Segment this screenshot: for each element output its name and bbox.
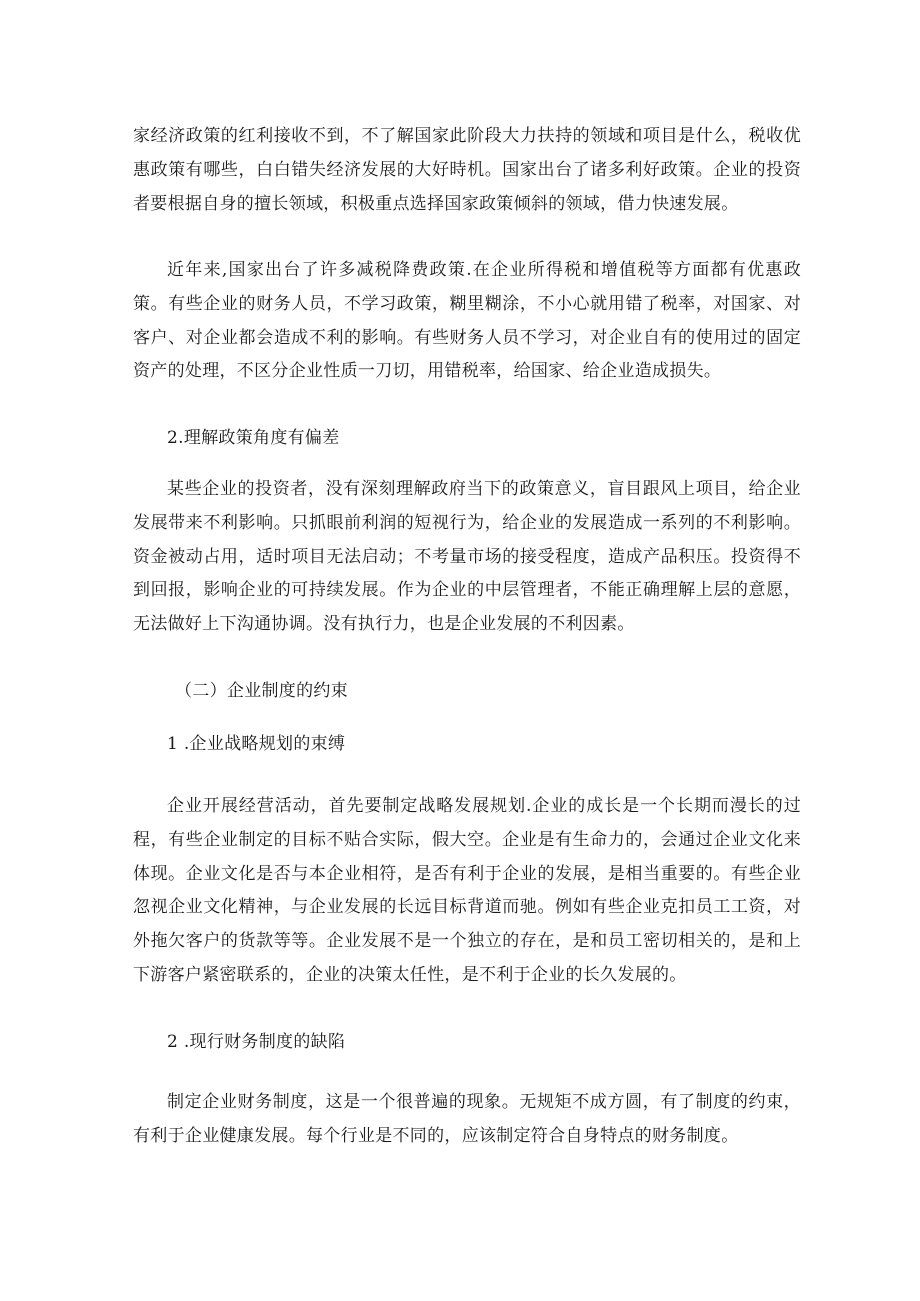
paragraph-policy-benefits: 家经济政策的红利接收不到，不了解国家此阶段大力扶持的领域和项目是什么，税收优惠政策有哪些，白白错失经济发展的大好時机。国家出台了诸多利好政策。企业的投资者要根据自身的擅长领域，积极重点选择国家政策倾斜的领域，借力快速发展。: [133, 126, 801, 214]
heading-strategic-planning: 1 .企业战略规划的束缚: [167, 734, 346, 754]
paragraph-investor-misunderstanding: 某些企业的投资者，没有深刻理解政府当下的政策意义，盲目跟风上项目，给企业发展带来不利影响。只抓眼前利润的短视行为，给企业的发展造成一系列的不利影响。资金被动占用，适时项目无法启动；不考量市场的接受程度，造成产品积压。投资得不到回报，影响企业的可持续发展。作为企业的中层管理者，不能正确理解上层的意愿，无法做好上下沟通协调。没有执行力，也是企业发展的不利因素。: [133, 479, 801, 635]
heading-financial-system-defects: 2 .现行财务制度的缺陷: [167, 1032, 346, 1052]
heading-policy-understanding: 2.理解政策角度有偏差: [167, 428, 340, 448]
paragraph-financial-system: 制定企业财务制度，这是一个很普遍的现象。无规矩不成方圆，有了制度的约束，有利于企业健康发展。每个行业是不同的，应该制定符合自身特点的财务制度。: [133, 1092, 801, 1146]
paragraph-tax-reduction: 近年来,国家出台了许多减税降费政策.在企业所得税和增值税等方面都有优惠政策。有些企业的财务人员，不学习政策，糊里糊涂，不小心就用错了税率，对国家、对客户、对企业都会造成不利的影响。有些财务人员不学习，对企业自有的使用过的固定资产的处理，不区分企业性质一刀切，用错税率，给国家、给企业造成损失。: [133, 260, 801, 382]
paragraph-strategic-planning: 企业开展经营活动，首先要制定战略发展规划.企业的成长是一个长期而漫长的过程，有些企业制定的目标不贴合实际，假大空。企业是有生命力的，会通过企业文化来体现。企业文化是否与本企业相符，是否有利于企业的发展，是相当重要的。有些企业忽视企业文化精神，与企业发展的长远目标背道而驰。例如有些企业克扣员工工资，对外拖欠客户的货款等等。企业发展不是一个独立的存在，是和员工密切相关的，是和上下游客户紧密联系的，企业的决策太任性，是不利于企业的长久发展的。: [133, 796, 801, 985]
heading-enterprise-system-constraints: （二）企业制度的约束: [175, 681, 348, 701]
